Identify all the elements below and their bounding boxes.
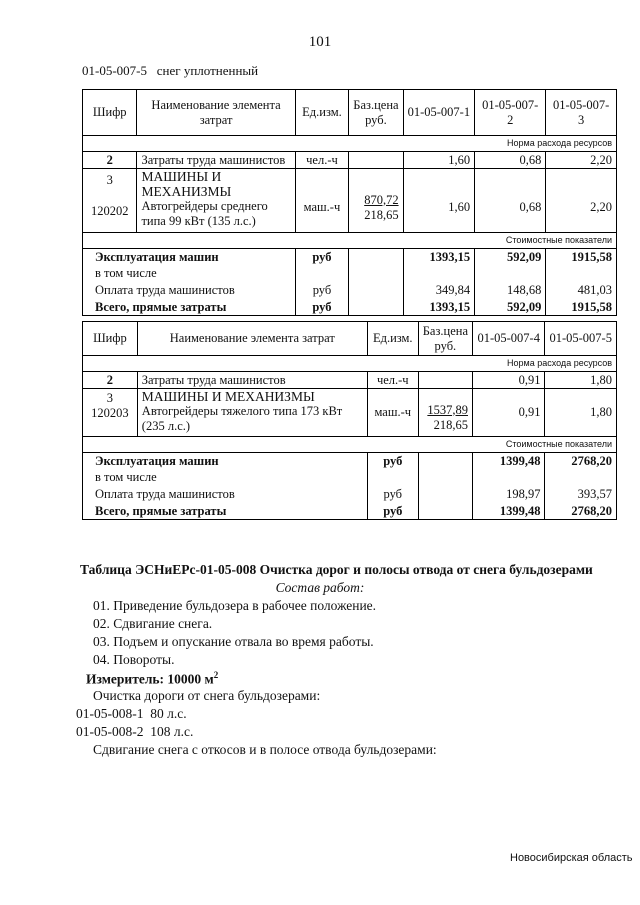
work-step-3: 03. Подъем и опускание отвала во время работы. <box>93 634 374 649</box>
work-step-2: 02. Сдвигание снега. <box>93 616 213 631</box>
row-unit: руб <box>295 282 349 300</box>
row-unit: руб <box>367 486 418 504</box>
section-title: снег уплотненный <box>156 63 259 78</box>
section-heading <box>82 63 258 79</box>
meter-label: Измеритель: 10000 м <box>86 671 214 687</box>
machines-row <box>83 169 617 233</box>
item-text: 80 л.с. <box>150 706 187 721</box>
row-value: 148,68 <box>475 282 546 300</box>
header-row <box>83 90 617 136</box>
work-step-1: 01. Приведение бульдозера в рабочее положение. <box>93 598 377 613</box>
exploitation-row <box>83 249 617 266</box>
row-unit: маш.-ч <box>367 389 418 437</box>
section-code: 01-05-007-5 <box>82 63 147 78</box>
item-name: Автогрейдеры тяжелого типа 173 кВт (235 л.с.) <box>141 404 343 433</box>
row-code: 2 <box>83 152 137 169</box>
row-code: 2 <box>83 372 138 389</box>
row-value: 1,60 <box>403 152 475 169</box>
row-value: 0,68 <box>475 152 546 169</box>
row-name: Оплата труда машинистов <box>83 282 296 300</box>
row-unit: чел.-ч <box>295 152 349 169</box>
header-name: Наименование элемента затрат <box>137 322 367 356</box>
header-name: Наименование элемента затрат <box>137 90 295 136</box>
header-col-3: 01-05-007-3 <box>546 90 617 136</box>
header-row <box>83 322 617 356</box>
item-code: 01-05-008-2 <box>76 724 144 739</box>
price-top: 1537,89 <box>427 402 468 417</box>
band-cost: Стоимостные показатели <box>83 233 617 249</box>
item-row <box>76 724 193 740</box>
row-unit: руб <box>367 504 418 520</box>
row-unit: руб <box>295 249 349 266</box>
work-composition-heading: Состав работ: <box>275 580 365 595</box>
row-value: 349,84 <box>403 282 475 300</box>
band-norm: Норма расхода ресурсов <box>83 356 617 372</box>
pay-row <box>83 486 617 504</box>
road-heading: Очистка дороги от снега бульдозерами: <box>93 688 321 703</box>
labor-row <box>83 152 617 169</box>
row-name: Всего, прямые затраты <box>83 504 368 520</box>
labor-row <box>83 372 617 389</box>
row-name: Эксплуатация машин <box>83 453 368 470</box>
row-value: 2768,20 <box>545 504 617 520</box>
resource-table-1 <box>82 89 617 316</box>
row-value: 1,80 <box>545 372 617 389</box>
exploitation-row <box>83 453 617 470</box>
row-unit: руб <box>295 300 349 316</box>
item-code: 120202 <box>90 204 129 218</box>
item-code: 01-05-008-1 <box>76 706 144 721</box>
band-norm: Норма расхода ресурсов <box>83 136 617 152</box>
row-value: 2768,20 <box>545 453 617 470</box>
machines-row <box>83 389 617 437</box>
header-price: Баз.цена руб. <box>418 322 472 356</box>
including-label: в том числе <box>83 470 368 486</box>
including-row <box>83 266 617 282</box>
page-number: 101 <box>308 34 332 50</box>
row-name: Затраты труда машинистов <box>137 152 295 169</box>
including-row <box>83 470 617 486</box>
row-value: 198,97 <box>473 486 545 504</box>
item-code: 120203 <box>91 406 129 420</box>
machines-title: МАШИНЫ И МЕХАНИЗМЫ <box>141 169 232 199</box>
row-unit: руб <box>367 453 418 470</box>
header-unit: Ед.изм. <box>367 322 418 356</box>
row-name: Эксплуатация машин <box>83 249 296 266</box>
header-code: Шифр <box>83 90 137 136</box>
row-unit: маш.-ч <box>295 169 349 233</box>
row-name: Затраты труда машинистов <box>137 372 367 389</box>
row-unit: чел.-ч <box>367 372 418 389</box>
header-col-1: 01-05-007-4 <box>473 322 545 356</box>
row-value: 1393,15 <box>403 300 475 316</box>
meter-line <box>86 670 218 688</box>
row-value: 0,91 <box>473 372 545 389</box>
pay-row <box>83 282 617 300</box>
work-step-4: 04. Повороты. <box>93 652 175 667</box>
row-name: Всего, прямые затраты <box>83 300 296 316</box>
row-value: 0,68 <box>475 169 546 233</box>
row-value: 2,20 <box>546 169 617 233</box>
meter-sup: 2 <box>213 670 219 680</box>
including-label: в том числе <box>83 266 296 282</box>
row-value: 1915,58 <box>546 249 617 266</box>
header-price: Баз.цена руб. <box>349 90 403 136</box>
header-col-2: 01-05-007-2 <box>475 90 546 136</box>
row-code: 3 <box>106 173 113 187</box>
resource-table-2 <box>82 321 617 520</box>
band-cost: Стоимостные показатели <box>83 437 617 453</box>
price-bottom: 218,65 <box>364 207 399 222</box>
machines-title: МАШИНЫ И МЕХАНИЗМЫ <box>141 389 315 404</box>
row-code: 3 <box>106 391 114 405</box>
row-name: Оплата труда машинистов <box>83 486 368 504</box>
row-value: 481,03 <box>546 282 617 300</box>
row-value: 1393,15 <box>403 249 475 266</box>
row-value: 1915,58 <box>546 300 617 316</box>
table-title: Таблица ЭСНиЕРс-01-05-008 Очистка дорог и полосы отвода от снега бульдозерами <box>80 562 593 577</box>
header-col-2: 01-05-007-5 <box>545 322 617 356</box>
price-bottom: 218,65 <box>433 417 468 432</box>
price-top: 870,72 <box>364 192 399 207</box>
slope-heading: Сдвигание снега с откосов и в полосе отвода бульдозерами: <box>93 742 437 757</box>
row-value: 1,60 <box>403 169 475 233</box>
header-col-1: 01-05-007-1 <box>403 90 475 136</box>
total-row <box>83 504 617 520</box>
item-text: 108 л.с. <box>150 724 194 739</box>
footer-region: Новосибирская область <box>510 852 633 864</box>
row-value: 1,80 <box>545 389 617 437</box>
header-unit: Ед.изм. <box>295 90 349 136</box>
item-row <box>76 706 187 722</box>
total-row <box>83 300 617 316</box>
row-value: 393,57 <box>545 486 617 504</box>
row-value: 1399,48 <box>473 453 545 470</box>
header-code: Шифр <box>83 322 138 356</box>
item-name: Автогрейдеры среднего типа 99 кВт (135 л.с.) <box>141 199 268 228</box>
row-value: 1399,48 <box>473 504 545 520</box>
row-value: 2,20 <box>546 152 617 169</box>
row-value: 0,91 <box>473 389 545 437</box>
row-value: 592,09 <box>475 249 546 266</box>
row-value: 592,09 <box>475 300 546 316</box>
